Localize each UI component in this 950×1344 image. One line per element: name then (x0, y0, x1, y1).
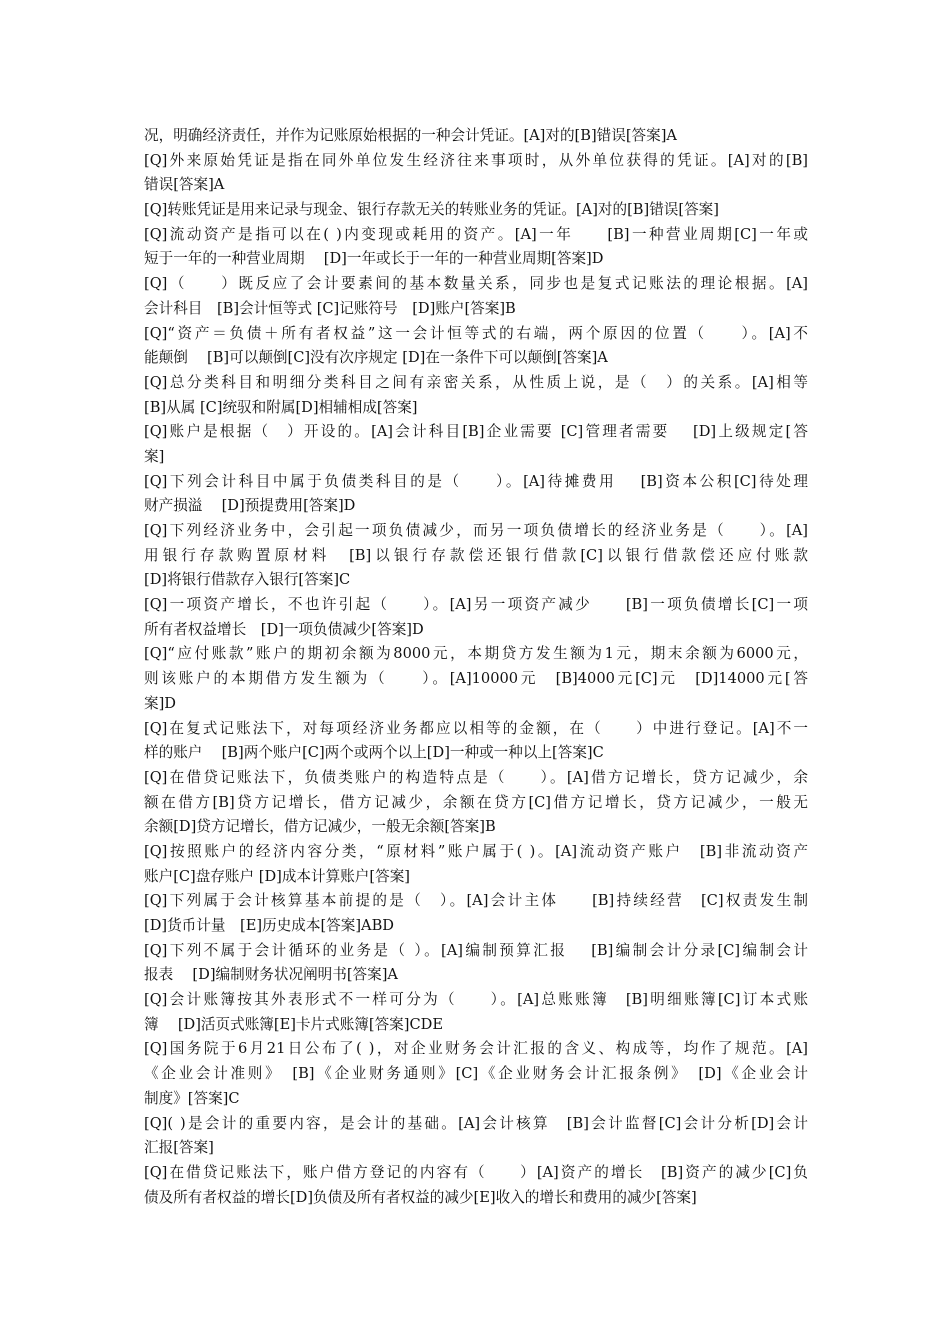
text-line: [Q]按照账户的经济内容分类，“原材料”账户属于( )。[A]流动资产账户 [B]非流动资产 (144, 842, 808, 860)
text-line: 错误[答案]A (144, 176, 225, 194)
text-line: 债及所有者权益的增长[D]负债及所有者权益的减少[E]收入的增长和费用的减少[答案] (144, 1188, 697, 1206)
text-line: [Q]( )是会计的重要内容，是会计的基础。[A]会计核算 [B]会计监督[C]会计分析[D]会计 (144, 1114, 808, 1132)
text-line: [Q]转账凭证是用来记录与现金、银行存款无关的转账业务的凭证。[A]对的[B]错误[答案] (144, 201, 719, 219)
text-line: 则该账户的本期借方发生额为（ ）。[A]10000元 [B]4000元[C]元 [D]14000元[答 (144, 670, 808, 688)
text-line: 所有者权益增长 [D]一项负债减少[答案]D (144, 620, 424, 638)
text-line: 余额[D]贷方记增长，借方记减少，一般无余额[答案]B (144, 818, 496, 836)
text-line: [Q]总分类科目和明细分类科目之间有亲密关系，从性质上说，是（ ）的关系。[A]相等 (144, 373, 808, 391)
text-line: [Q]“应付账款”账户的期初余额为8000元，本期贷方发生额为1元，期末余额为6000元， (144, 645, 808, 663)
text-line: [B]从属 [C]统驭和附属[D]相辅相成[答案] (144, 398, 418, 416)
text-line: 会计科目 [B]会计恒等式 [C]记账符号 [D]账户[答案]B (144, 299, 516, 317)
text-line: [Q]下列不属于会计循环的业务是（ ）。[A]编制预算汇报 [B]编制会计分录[C]编制会计 (144, 941, 808, 959)
text-line: 况，明确经济责任，并作为记账原始根据的一种会计凭证。[A]对的[B]错误[答案]A (144, 127, 677, 144)
text-line: 汇报[答案] (144, 1139, 214, 1157)
text-line: [Q]下列属于会计核算基本前提的是（ ）。[A]会计主体 [B]持续经营 [C]权责发生制 (144, 892, 808, 910)
text-line: [Q]会计账簿按其外表形式不一样可分为（ ）。[A]总账账簿 [B]明细账簿[C]订本式账 (144, 991, 808, 1009)
text-line: [Q]账户是根据（ ）开设的。[A]会计科目[B]企业需要 [C]管理者需要 [D]上级规定[答 (144, 423, 808, 441)
text-line: [Q]（ ）既反应了会计要素间的基本数量关系，同步也是复式记账法的理论根据。[A] (144, 275, 808, 293)
text-line: 额在借方[B]贷方记增长，借方记减少，余额在贷方[C]借方记增长，贷方记减少，一般无 (144, 793, 808, 811)
text-line: [Q]外来原始凭证是指在同外单位发生经济往来事项时，从外单位获得的凭证。[A]对的[B] (144, 151, 808, 169)
text-line: [D]将银行借款存入银行[答案]C (144, 571, 351, 589)
text-line: 《企业会计准则》 [B]《企业财务通则》[C]《企业财务会计汇报条例》 [D]《企业会计 (144, 1065, 808, 1083)
text-line: [Q]在复式记账法下，对每项经济业务都应以相等的金额，在（ ）中进行登记。[A]不一 (144, 719, 808, 737)
text-line: [D]货币计量 [E]历史成本[答案]ABD (144, 917, 395, 934)
text-line: 账户[C]盘存账户 [D]成本计算账户[答案] (144, 867, 410, 885)
text-line: 用银行存款购置原材料 [B]以银行存款偿还银行借款[C]以银行借款偿还应付账款 (144, 546, 808, 564)
text-line: 报表 [D]编制财务状况阐明书[答案]A (144, 966, 398, 984)
text-line: 财产损溢 [D]预提费用[答案]D (144, 497, 356, 515)
text-line: 能颠倒 [B]可以颠倒[C]没有次序规定 [D]在一条件下可以颠倒[答案]A (144, 349, 608, 367)
text-line: [Q]一项资产增长，不也许引起（ ）。[A]另一项资产减少 [B]一项负债增长[C]一项 (144, 596, 808, 614)
text-line: [Q]下列会计科目中属于负债类科目的是（ ）。[A]待摊费用 [B]资本公积[C]待处理 (144, 472, 808, 490)
text-line: 案]D (144, 694, 176, 712)
text-line: [Q]国务院于6月21日公布了( )，对企业财务会计汇报的含义、构成等，均作了规范。[A] (144, 1040, 808, 1058)
text-line: [Q]“资产＝负债＋所有者权益”这一会计恒等式的右端，两个原因的位置（ ）。[A]不 (144, 324, 808, 342)
text-line: [Q]下列经济业务中，会引起一项负债减少，而另一项负债增长的经济业务是（ ）。[A] (144, 522, 808, 539)
document-page (144, 124, 808, 1210)
text-line: [Q]在借贷记账法下，账户借方登记的内容有（ ）[A]资产的增长 [B]资产的减少[C]负 (144, 1163, 808, 1181)
text-line: 样的账户 [B]两个账户[C]两个或两个以上[D]一种或一种以上[答案]C (144, 744, 604, 762)
text-line: [Q]在借贷记账法下，负债类账户的构造特点是（ ）。[A]借方记增长，贷方记减少，余 (144, 768, 808, 786)
text-line: 簿 [D]活页式账簿[E]卡片式账簿[答案]CDE (144, 1015, 443, 1033)
text-line: [Q]流动资产是指可以在( )内变现或耗用的资产。[A]一年 [B]一种营业周期[C]一年或 (144, 225, 808, 243)
text-line: 制度》[答案]C (144, 1089, 240, 1107)
text-line: 案] (144, 447, 165, 465)
text-line: 短于一年的一种营业周期 [D]一年或长于一年的一种营业周期[答案]D (144, 250, 604, 268)
